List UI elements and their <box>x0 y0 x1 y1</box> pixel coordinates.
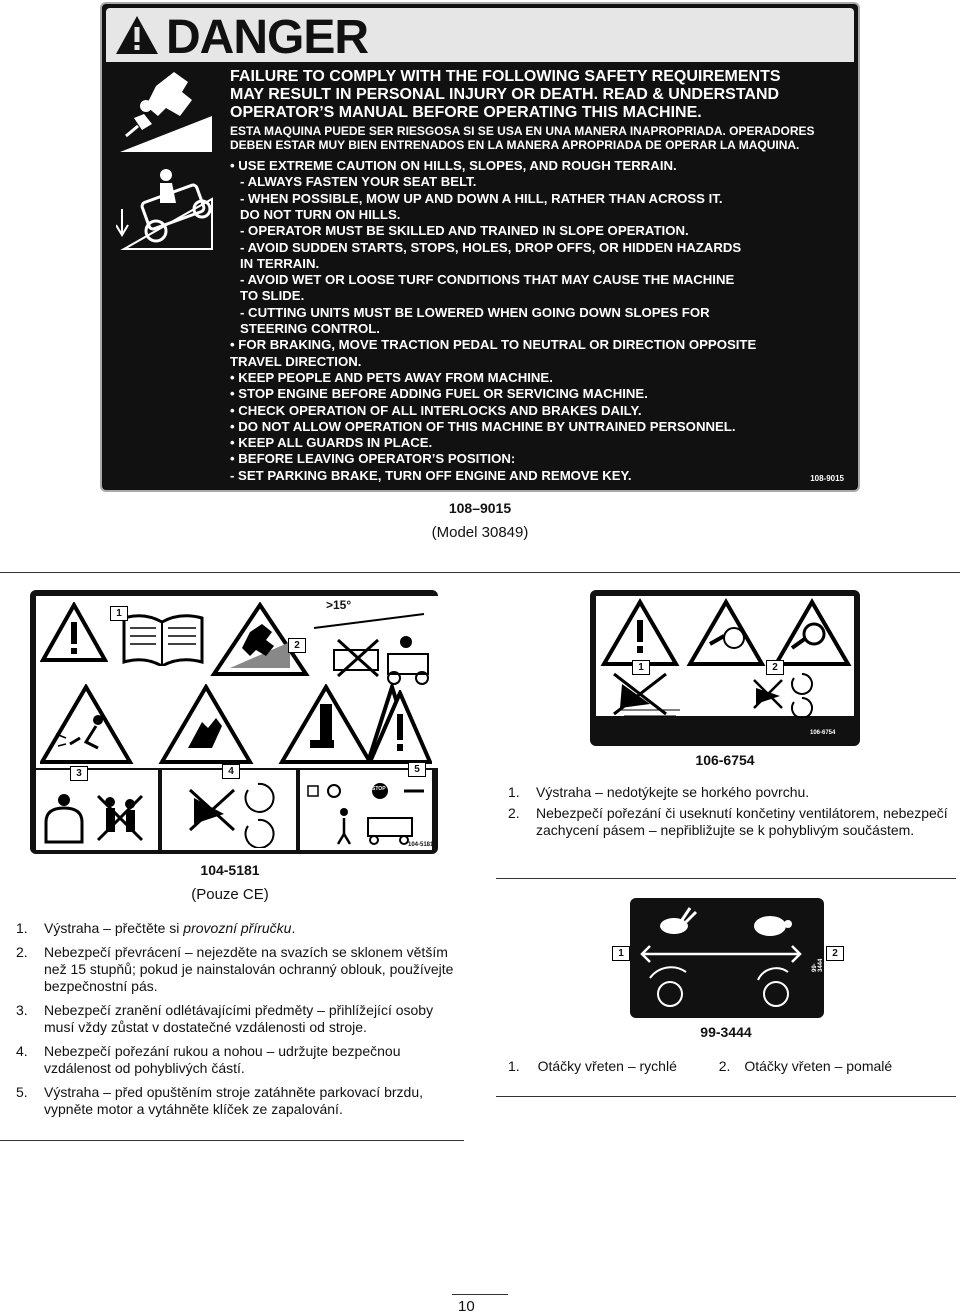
legend-text: Nebezpečí zranění odlétávajícími předměty – přihlížející osoby musí vždy zůstat v dostatečné vzdálenosti od stroje. <box>44 1002 434 1035</box>
decal-number: 2 <box>766 660 784 675</box>
danger-rule-line: • KEEP PEOPLE AND PETS AWAY FROM MACHINE. <box>230 369 553 385</box>
caption-106-6754: 106-6754 <box>695 752 755 768</box>
decal-106-pictograms <box>600 598 856 718</box>
reel-speed-pictogram <box>636 904 806 1012</box>
danger-warning-line: MAY RESULT IN PERSONAL INJURY OR DEATH. READ & UNDERSTAND <box>230 86 780 103</box>
legend-text-end: . <box>291 920 296 936</box>
legend-106-6754 <box>508 784 953 846</box>
decal-number: 1 <box>612 946 630 961</box>
legend-number: 2. <box>16 944 28 960</box>
legend-text: Otáčky vřeten – pomalé <box>744 1058 893 1074</box>
slope-mower-icon <box>310 610 434 688</box>
danger-decal-code: 108-9015 <box>810 474 844 483</box>
fan-cut-icon <box>690 602 762 664</box>
danger-rule-line: TRAVEL DIRECTION. <box>230 353 362 369</box>
legend-number: 1. <box>508 784 520 800</box>
thrown-object-icon <box>42 687 130 762</box>
legend-text: Nebezpečí pořezání či useknutí končetiny ventilátorem, nebezpečí zachycení pásem – nepřibližujte se k pohyblivým součástem. <box>536 805 948 838</box>
legend-text: Výstraha – nedotýkejte se horkého povrchu. <box>536 784 810 800</box>
section-divider <box>496 878 956 879</box>
manual-reference: provozní příručku <box>183 920 292 936</box>
hand-cut-icon <box>162 687 250 762</box>
rollover-hazard-icon <box>116 66 216 156</box>
decal-106-6754 <box>590 590 860 746</box>
legend-item <box>16 920 456 937</box>
legend-number: 1. <box>508 1058 520 1074</box>
legend-99-3444 <box>508 1058 958 1074</box>
danger-warning-line: OPERATOR’S MANUAL BEFORE OPERATING THIS MACHINE. <box>230 104 702 121</box>
decal-104-5181 <box>30 590 438 854</box>
legend-item <box>16 1002 456 1036</box>
legend-text: Výstraha – před opuštěním stroje zatáhněte parkovací brzdu, vypněte motor a vytáhněte klíček ze zapalování. <box>44 1084 423 1117</box>
manual-book-icon <box>120 610 206 666</box>
legend-number: 2. <box>718 1058 731 1074</box>
decal-number: 3 <box>70 766 88 781</box>
rabbit-fast-icon <box>660 908 696 934</box>
danger-spanish-line: ESTA MAQUINA PUEDE SER RIESGOSA SI SE USA EN UNA MANERA INAPROPRIADA. OPERADORES <box>230 124 815 138</box>
hazard-triangles-row <box>40 684 420 766</box>
danger-rule-line: • DO NOT ALLOW OPERATION OF THIS MACHINE BY UNTRAINED PERSONNEL. <box>230 418 736 434</box>
danger-rule-line: IN TERRAIN. <box>240 255 320 271</box>
caption-model: (Model 30849) <box>431 524 529 541</box>
caption-ce-note: (Pouze CE) <box>191 886 269 903</box>
legend-number: 3. <box>16 1002 28 1018</box>
danger-header <box>106 8 854 62</box>
caption-108-9015: 108–9015 <box>448 500 512 516</box>
danger-rule-line: - AVOID WET OR LOOSE TURF CONDITIONS THAT MAY CAUSE THE MACHINE <box>240 272 735 288</box>
danger-rule-line: • CHECK OPERATION OF ALL INTERLOCKS AND BRAKES DAILY. <box>230 402 642 418</box>
legend-item <box>16 1084 456 1118</box>
decal-99-3444 <box>630 898 824 1018</box>
danger-rule-line: • BEFORE LEAVING OPERATOR’S POSITION: <box>230 451 516 467</box>
legend-104-5181 <box>16 920 456 1125</box>
legend-item <box>508 805 953 839</box>
legend-item <box>16 944 456 995</box>
legend-text: Nebezpečí pořezání rukou a nohou – udržujte bezpečnou vzdálenost od pohyblivých částí. <box>44 1043 401 1076</box>
keep-bystanders-away-icon <box>38 786 156 846</box>
hand-rotating-parts-icon <box>754 674 812 718</box>
belt-entanglement-icon <box>776 602 848 664</box>
legend-number: 5. <box>16 1084 28 1100</box>
danger-rule-line: - WHEN POSSIBLE, MOW UP AND DOWN A HILL, RATHER THAN ACROSS IT. <box>240 190 723 206</box>
legend-item <box>508 784 953 801</box>
section-divider <box>0 572 960 573</box>
decal-number: 5 <box>408 762 426 777</box>
foot-cut-icon <box>282 687 370 762</box>
danger-rule-line: DO NOT TURN ON HILLS. <box>240 206 401 222</box>
section-divider <box>0 1140 464 1141</box>
hands-away-rotating-icon <box>180 776 290 848</box>
legend-text: Nebezpečí převrácení – nejezděte na svazích se sklonem větším než 15 stupňů; pokud je nainstalován ochranný oblouk, používejte bezpečnostní pás. <box>44 944 454 994</box>
decal-106-code: 106-6754 <box>810 730 836 736</box>
decal-104-code: 104-5181 <box>408 842 434 848</box>
fast-reel-icon <box>650 967 686 1006</box>
danger-title: DANGER <box>166 11 369 64</box>
hot-surface-no-touch-icon <box>614 674 680 716</box>
turtle-slow-icon <box>754 916 792 936</box>
decal-number: 1 <box>110 606 128 621</box>
seat-belt-slope-icon <box>116 159 216 254</box>
warning-triangle-icon <box>368 690 432 766</box>
decal-number: 4 <box>222 764 240 779</box>
page-number-rule <box>452 1294 508 1295</box>
stop-engine-remove-key-icon <box>304 782 430 846</box>
decal-number: 2 <box>826 946 844 961</box>
decal-number: 2 <box>288 638 306 653</box>
danger-warning-line: FAILURE TO COMPLY WITH THE FOLLOWING SAFETY REQUIREMENTS <box>230 68 781 85</box>
legend-number: 2. <box>508 805 520 821</box>
page-number: 10 <box>458 1298 475 1315</box>
decal-99-code: 99-3444 <box>812 958 824 972</box>
section-divider <box>496 1096 956 1097</box>
legend-number: 4. <box>16 1043 28 1059</box>
danger-rule-line: • FOR BRAKING, MOVE TRACTION PEDAL TO NEUTRAL OR DIRECTION OPPOSITE <box>230 337 757 353</box>
warning-triangle-icon <box>604 602 676 664</box>
danger-rule-line: TO SLIDE. <box>240 288 305 304</box>
danger-rule-line: • KEEP ALL GUARDS IN PLACE. <box>230 435 433 451</box>
danger-rule-line: • USE EXTREME CAUTION ON HILLS, SLOPES, AND ROUGH TERRAIN. <box>230 158 677 173</box>
warning-triangle-icon <box>114 14 160 56</box>
danger-decal <box>100 2 860 492</box>
legend-item <box>16 1043 456 1077</box>
danger-rule-line: - OPERATOR MUST BE SKILLED AND TRAINED IN SLOPE OPERATION. <box>240 223 689 239</box>
legend-text: Otáčky vřeten – rychlé <box>537 1058 677 1074</box>
danger-rule-line: - ALWAYS FASTEN YOUR SEAT BELT. <box>240 174 477 190</box>
legend-text: Výstraha – přečtěte si <box>44 920 184 936</box>
slow-reel-icon <box>758 968 788 1006</box>
danger-rule-line: - CUTTING UNITS MUST BE LOWERED WHEN GOING DOWN SLOPES FOR <box>240 304 710 320</box>
danger-rule-line: • STOP ENGINE BEFORE ADDING FUEL OR SERVICING MACHINE. <box>230 386 648 402</box>
slope-angle-label: >15° <box>326 598 352 612</box>
warning-triangle-icon <box>40 602 108 664</box>
caption-104-5181: 104-5181 <box>200 862 260 878</box>
danger-spanish-line: DEBEN ESTAR MUY BIEN ENTRENADOS EN LA MANERA APROPRIADA DE OPERAR LA MAQUINA. <box>230 138 800 152</box>
danger-rule-line: - SET PARKING BRAKE, TURN OFF ENGINE AND REMOVE KEY. <box>230 467 632 483</box>
decal-number: 1 <box>632 660 650 675</box>
stop-label: STOP <box>372 786 386 792</box>
danger-rule-line: STEERING CONTROL. <box>240 321 380 336</box>
danger-rule-line: - AVOID SUDDEN STARTS, STOPS, HOLES, DROP OFFS, OR HIDDEN HAZARDS <box>240 239 742 255</box>
legend-number: 1. <box>16 920 28 936</box>
caption-99-3444: 99-3444 <box>700 1024 752 1040</box>
